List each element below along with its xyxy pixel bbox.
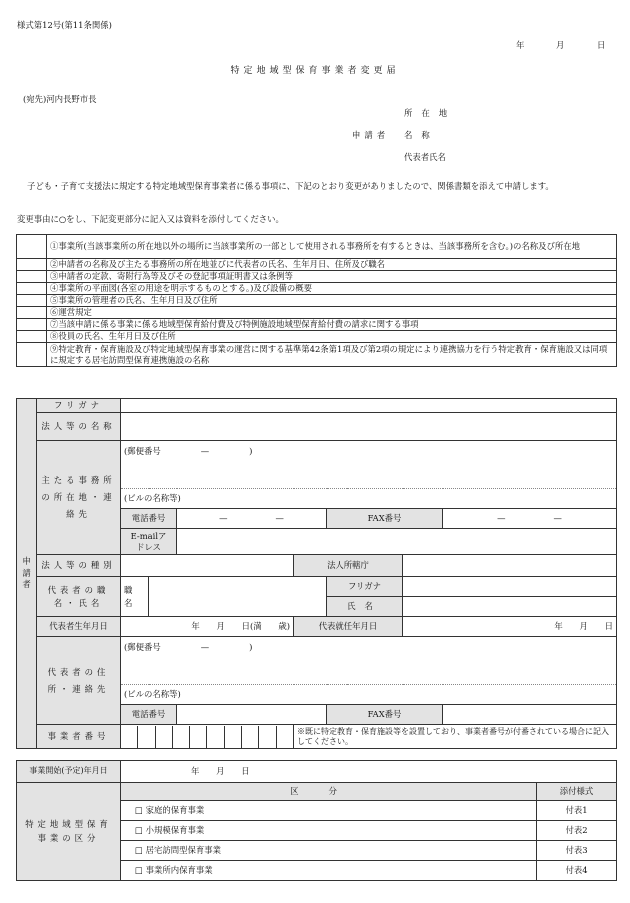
operator-no-label: 事業者番号 [37, 725, 121, 749]
reason-circle-cell[interactable] [17, 307, 47, 319]
rep-title-label: 代表者の職名・氏名 [37, 577, 121, 617]
fax-dash-1: — [497, 513, 506, 524]
tel-dash-1: — [219, 513, 228, 524]
office-building-field[interactable] [121, 489, 617, 509]
applicant-label: 申請者 [352, 130, 390, 140]
rep-birth-field[interactable] [121, 617, 294, 637]
category-form: 付表1 [537, 801, 617, 821]
rep-name-field[interactable] [403, 597, 617, 617]
reason-circle-cell[interactable] [17, 319, 47, 331]
building-label: (ビルの名称等) [124, 493, 181, 504]
rep-postal-field[interactable] [121, 637, 617, 685]
reason-item: ④事業所の平面図(各室の用途を明示するものとする。)及び設備の概要 [47, 283, 617, 295]
rep-name-label: 代表者氏名 [404, 152, 446, 162]
reason-circle-cell[interactable] [17, 283, 47, 295]
tel-dash-2: — [275, 513, 284, 524]
reason-item: ②申請者の名称及び主たる事務所の所在地並びに代表者の氏名、生年月日、住所及び職名 [47, 259, 617, 271]
addressee: (宛先)河内長野市長 [23, 94, 97, 104]
start-date-label: 事業開始(予定)年月日 [17, 761, 121, 783]
office-postal-field[interactable] [121, 441, 617, 489]
furigana2-label: フリガナ [327, 577, 403, 597]
jurisdiction-field[interactable] [403, 555, 617, 577]
reason-item: ⑤事業所の管理者の氏名、生年月日及び住所 [47, 295, 617, 307]
operator-no-field[interactable] [121, 725, 294, 749]
col-form: 添付様式 [537, 783, 617, 801]
birth-units: 年 月 日(満 歳) [191, 621, 290, 632]
furigana-field[interactable] [121, 399, 617, 413]
side-label-applicant: 申請者 [17, 399, 37, 749]
form-title: 特定地域型保育事業者変更届 [230, 66, 400, 76]
email-field[interactable] [177, 529, 617, 555]
position-field[interactable] [149, 577, 327, 617]
jurisdiction-label: 法人所轄庁 [294, 555, 403, 577]
tel-label: 電話番号 [121, 509, 177, 529]
category-item[interactable]: □ 居宅訪問型保育事業 [121, 841, 537, 861]
rep-furigana-field[interactable] [403, 577, 617, 597]
email-label: E-mailアドレス [121, 529, 177, 555]
tel-field[interactable] [177, 509, 327, 529]
reason-item: ⑦当該申請に係る事業に係る地域型保育給付費及び特例施設地域型保育給付費の請求に関する事項 [47, 319, 617, 331]
reason-circle-cell[interactable] [17, 343, 47, 367]
rep-postal-close: ) [249, 642, 253, 652]
furigana-label: フリガナ [37, 399, 121, 413]
corp-type-field[interactable] [121, 555, 294, 577]
corp-name-label: 法人等の名称 [37, 413, 121, 441]
fax-field[interactable] [443, 509, 617, 529]
intro-text: 子ども・子育て支援法に規定する特定地域型保育事業者に係る事項に、下記のとおり変更がありましたので、関係書類を添えて申請します。 [27, 181, 554, 191]
start-units: 年 月 日 [191, 766, 250, 777]
fax-dash-2: — [553, 513, 562, 524]
col-kubun: 区分 [121, 783, 537, 801]
date-day: 日 [597, 40, 606, 50]
rep-since-label: 代表就任年月日 [294, 617, 403, 637]
position-label: 職名 [121, 577, 149, 617]
fax-label: FAX番号 [327, 509, 443, 529]
reason-circle-cell[interactable] [17, 271, 47, 283]
reasons-table [16, 234, 617, 367]
form-number: 様式第12号(第11条関係) [17, 20, 112, 30]
rep-tel-field[interactable] [177, 705, 327, 725]
date-year: 年 [516, 40, 525, 50]
rep-since-field[interactable] [403, 617, 617, 637]
address-label: 所在地 [404, 108, 457, 118]
date-month: 月 [556, 40, 565, 50]
category-item[interactable]: □ 小規模保育事業 [121, 821, 537, 841]
postal-label: (郵便番号 [124, 446, 161, 456]
reason-item: ⑧役員の氏名、生年月日及び住所 [47, 331, 617, 343]
start-date-field[interactable] [121, 761, 617, 783]
rep-fax-field[interactable] [443, 705, 617, 725]
reason-circle-cell[interactable] [17, 259, 47, 271]
reason-item: ③申請者の定款、寄附行為等及びその登記事項証明書又は条例等 [47, 271, 617, 283]
rep-postal-label: (郵便番号 [124, 642, 161, 652]
applicant-table [16, 398, 617, 749]
shimei-label: 氏名 [327, 597, 403, 617]
name-label: 名称 [404, 130, 439, 140]
category-label: 特定地域型保育事業の区分 [17, 783, 121, 881]
office-label: 主たる事務所の所在地・連絡先 [37, 441, 121, 555]
category-form: 付表2 [537, 821, 617, 841]
rep-address-label: 代表者の住所・連絡先 [37, 637, 121, 725]
category-form: 付表4 [537, 861, 617, 881]
reason-circle-cell[interactable] [17, 235, 47, 259]
corp-name-field[interactable] [121, 413, 617, 441]
reason-item: ⑨特定教育・保育施設及び特定地域型保育事業の運営に関する基準第42条第1項及び第2項の規定により連携協力を行う特定教育・保育施設又は同項に規定する居宅訪問型保育連携施設の名称 [47, 343, 617, 367]
reason-item: ⑥運営規定 [47, 307, 617, 319]
category-item[interactable]: □ 事業所内保育事業 [121, 861, 537, 881]
category-item[interactable]: □ 家庭的保育事業 [121, 801, 537, 821]
rep-fax-label: FAX番号 [327, 705, 443, 725]
postal-dash: — [200, 446, 210, 456]
category-form: 付表3 [537, 841, 617, 861]
instruction-text: 変更事由に○をし、下記変更部分に記入又は資料を添付してください。 [17, 214, 284, 224]
postal-close: ) [249, 446, 253, 456]
rep-postal-dash: — [200, 642, 210, 652]
reason-item: ①事業所(当該事業所の所在地以外の場所に当該事業所の一部として使用される事務所を有するときは、当該事務所を含む。)の名称及び所在地 [47, 235, 617, 259]
rep-tel-label: 電話番号 [121, 705, 177, 725]
corp-type-label: 法人等の種別 [37, 555, 121, 577]
reason-circle-cell[interactable] [17, 331, 47, 343]
category-table [16, 760, 617, 881]
since-units: 年 月 日 [554, 621, 613, 632]
operator-note: ※既に特定教育・保育施設等を設置しており、事業者番号が付番されている場合に記入してください。 [294, 725, 617, 749]
rep-building-label: (ビルの名称等) [124, 689, 181, 700]
rep-birth-label: 代表者生年月日 [37, 617, 121, 637]
rep-building-field[interactable] [121, 685, 617, 705]
reason-circle-cell[interactable] [17, 295, 47, 307]
